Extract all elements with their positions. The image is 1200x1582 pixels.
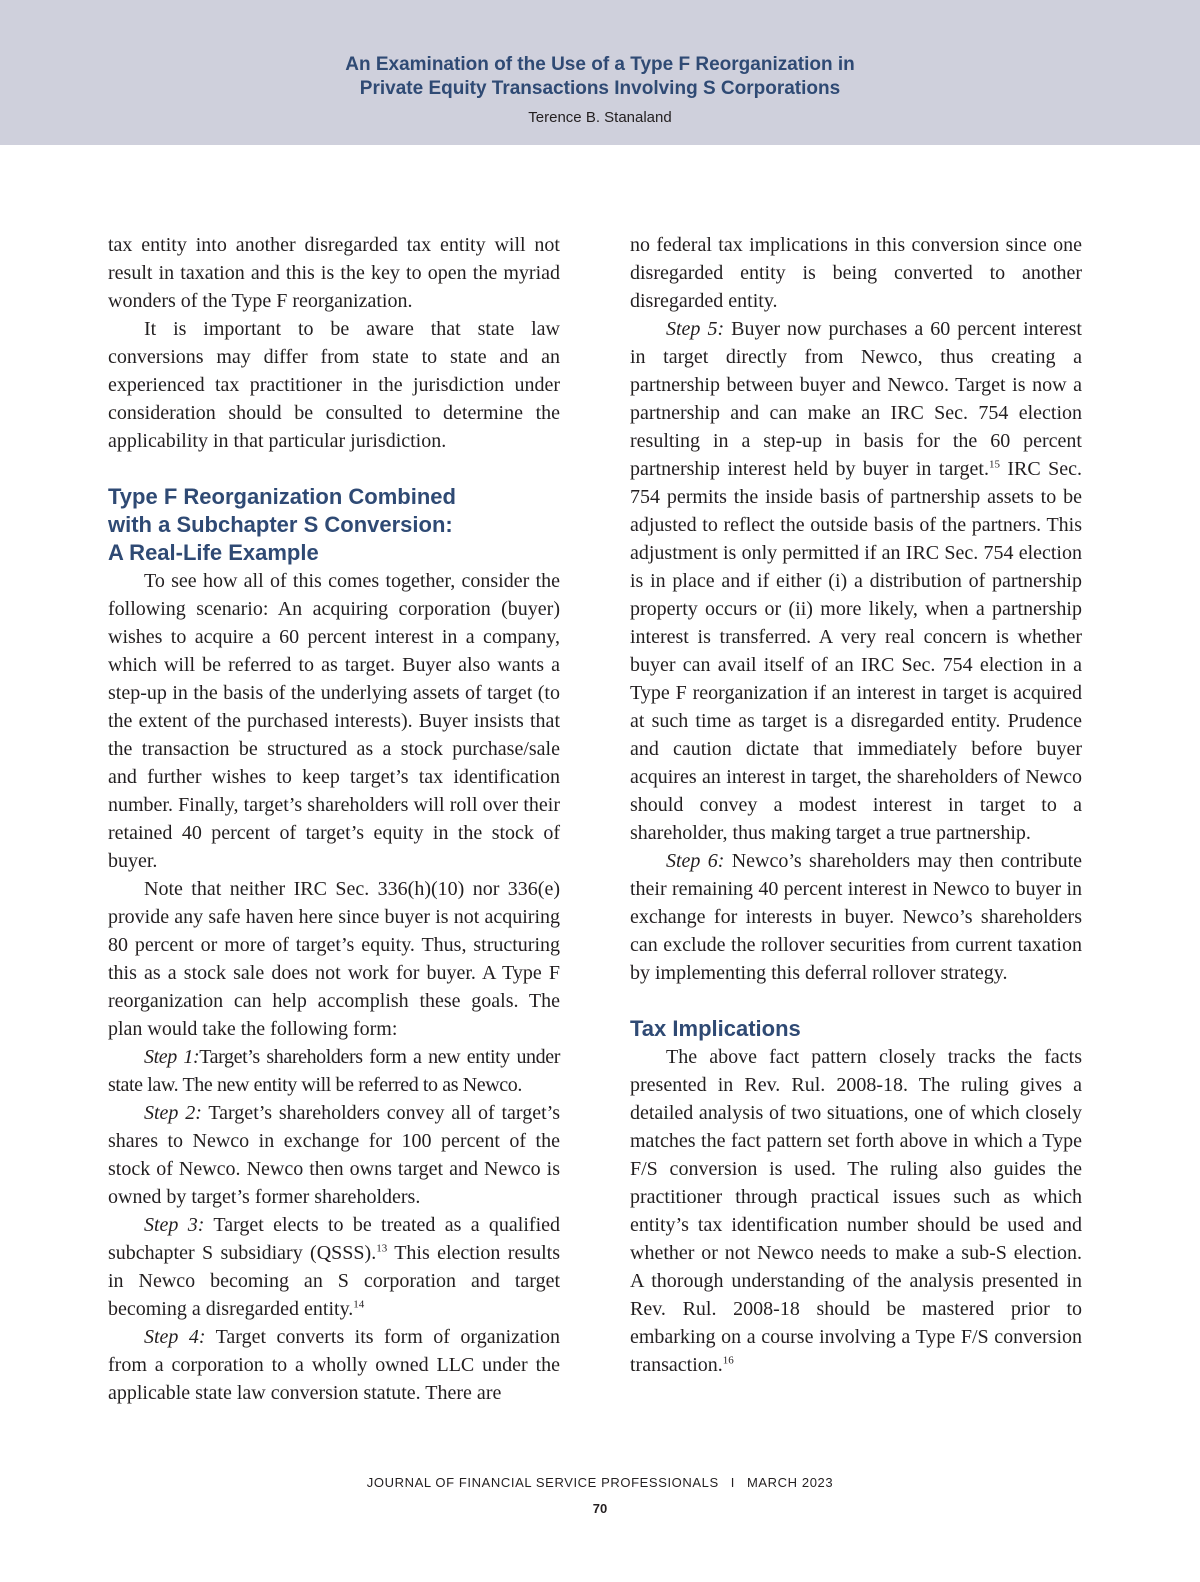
step-text: Target’s shareholders form a new entity under state law. The new entity will be referred to as Newco. xyxy=(108,1046,560,1096)
paragraph: To see how all of this comes together, consider the following scenario: An acquiring corporation (buyer) wishes to acquire a 60 percent interest in a company, which will be referred to as target. Buyer also wants a step-up in the basis of the underlying assets of target (to the extent of the purchased interests). Buyer insists that the transaction be structured as a stock purchase/sale and further wishes to keep target’s tax identification number. Finally, target’s shareholders will roll over their retained 40 percent of target’s equity in the stock of buyer. xyxy=(108,570,560,872)
footnote-ref: 16 xyxy=(722,1354,734,1367)
issue-date: MARCH 2023 xyxy=(746,1475,834,1490)
step-label: Step 5: xyxy=(666,318,725,340)
paragraph xyxy=(630,1043,1082,1379)
header-banner xyxy=(0,0,1200,145)
section-heading: Tax Implications xyxy=(630,1016,801,1041)
article-author: Terence B. Stanaland xyxy=(528,109,672,126)
step-text: Target converts its form of organization from a corporation to a wholly owned LLC under the applicable state law conversion statute. There are xyxy=(108,1326,560,1404)
paragraph: no federal tax implications in this conversion since one disregarded entity is being converted to another disregarded entity. xyxy=(630,234,1082,312)
step-label: Step 3: xyxy=(144,1214,205,1236)
article-title-line-1: An Examination of the Use of a Type F Reorganization in xyxy=(345,54,855,75)
step-text: Target’s shareholders convey all of target’s shares to Newco in exchange for 100 percent of the stock of Newco. Newco then owns target and Newco is owned by target’s former shareholders. xyxy=(108,1102,560,1208)
footer-separator: I xyxy=(730,1475,735,1490)
heading-line: Type F Reorganization Combined xyxy=(108,484,456,509)
step-text: This election results in Newco becoming an S corporation and target becoming a disregarded entity. xyxy=(108,1242,561,1320)
heading-line: A Real-Life Example xyxy=(108,540,319,565)
step-text: Buyer now purchases a 60 percent interest in target directly from Newco, thus creating a partnership between buyer and Newco. Target is now a partnership and can make an IRC Sec. 754 election resulting in a step-up in basis for the 60 percent partnership interest held by buyer in target. xyxy=(630,318,1082,480)
page-footer xyxy=(0,1474,1200,1492)
paragraph: It is important to be aware that state law conversions may differ from state to state and an experienced tax practitioner in the jurisdiction under consideration should be consulted to determine the applicability in that particular jurisdiction. xyxy=(108,318,560,452)
step-text: Newco’s shareholders may then contribute their remaining 40 percent interest in Newco to buyer in exchange for interests in buyer. Newco’s shareholders can exclude the rollover securities from current taxation by implementing this deferral rollover strategy. xyxy=(630,850,1083,984)
step-label: Step 1: xyxy=(144,1046,200,1068)
step-label: Step 6: xyxy=(666,850,725,872)
journal-name: JOURNAL OF FINANCIAL SERVICE PROFESSIONALS xyxy=(366,1475,719,1490)
article-title-line-2: Private Equity Transactions Involving S Corporations xyxy=(359,78,841,99)
step-paragraph xyxy=(108,1043,560,1099)
paragraph-text: The above fact pattern closely tracks the facts presented in Rev. Rul. 2008-18. The ruling gives a detailed analysis of two situations, one of which closely matches the fact pattern set forth above in which a Type F/S conversion is used. The ruling also guides the practitioner through practical issues such as which entity’s tax identification number should be used and whether or not Newco needs to make a sub-S election. A thorough understanding of the analysis presented in Rev. Rul. 2008-18 should be mastered prior to embarking on a course involving a Type F/S conversion transaction. xyxy=(630,1046,1082,1376)
paragraph: tax entity into another disregarded tax entity will not result in taxation and this is the key to open the myriad wonders of the Type F reorganization. xyxy=(108,234,560,312)
footnote-ref: 15 xyxy=(988,458,1000,471)
step-text: Target elects to be treated as a qualified subchapter S subsidiary (QSSS). xyxy=(108,1214,561,1264)
heading-line: with a Subchapter S Conversion: xyxy=(108,512,453,537)
step-paragraph xyxy=(108,1323,560,1407)
step-label: Step 4: xyxy=(144,1326,206,1348)
footnote-ref: 13 xyxy=(376,1242,388,1255)
left-column xyxy=(108,231,560,1407)
step-paragraph xyxy=(108,1099,560,1211)
step-text: IRC Sec. 754 permits the inside basis of partnership assets to be adjusted to reflect the outside basis of the partners. This adjustment is only permitted if an IRC Sec. 754 election is in place and if either (i) a distribution of partnership property occurs or (ii) more likely, when a partnership interest is transferred. A very real concern is whether buyer can avail itself of an IRC Sec. 754 election in a Type F reorganization if an interest in target is acquired at such time as target is a disregarded entity. Prudence and caution dictate that immediately before buyer acquires an interest in target, the shareholders of Newco should convey a modest interest in target to a shareholder, thus making target a true partnership. xyxy=(630,458,1082,844)
step-paragraph xyxy=(108,1211,560,1323)
footnote-ref: 14 xyxy=(353,1298,365,1311)
paragraph: Note that neither IRC Sec. 336(h)(10) nor 336(e) provide any safe haven here since buyer is not acquiring 80 percent or more of target’s equity. Thus, structuring this as a stock sale does not work for buyer. A Type F reorganization can help accomplish these goals. The plan would take the following form: xyxy=(108,878,560,1040)
section-heading xyxy=(108,483,560,567)
step-label: Step 2: xyxy=(144,1102,202,1124)
page-number: 70 xyxy=(592,1501,608,1516)
step-paragraph xyxy=(630,315,1082,847)
step-paragraph xyxy=(630,847,1082,987)
right-column xyxy=(630,231,1082,1379)
